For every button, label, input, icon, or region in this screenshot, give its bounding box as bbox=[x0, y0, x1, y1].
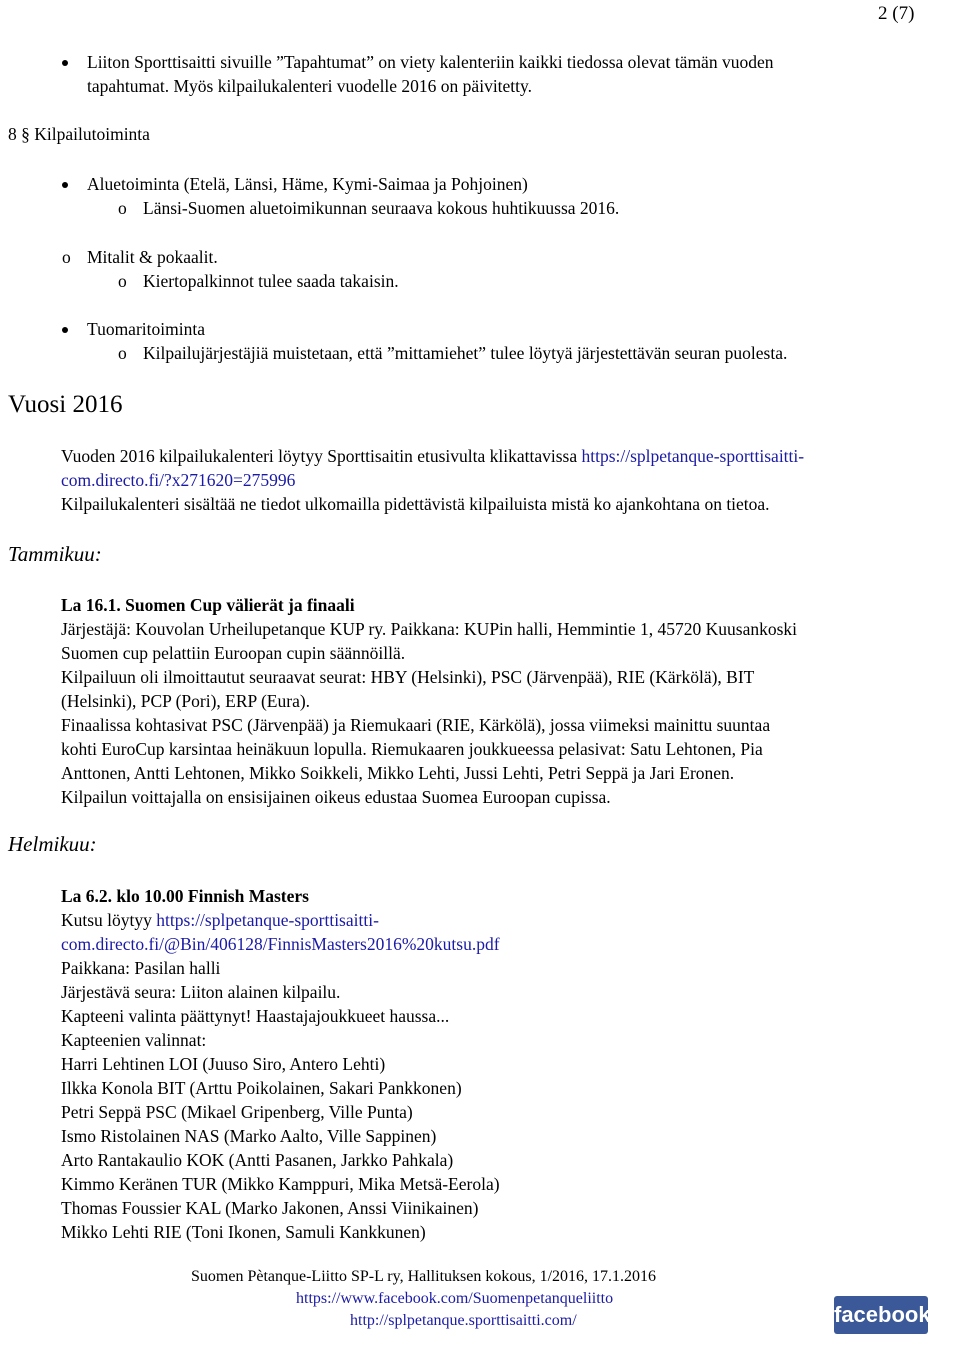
kutsu-label: Kutsu löytyy bbox=[61, 910, 157, 930]
event-title-suomen-cup: La 16.1. Suomen Cup välierät ja finaali bbox=[61, 595, 355, 615]
sub-item-lansi-suomi: o Länsi-Suomen aluetoimikunnan seuraava kokous huhtikuussa 2016. bbox=[143, 196, 619, 220]
text-line: Paikkana: Pasilan halli bbox=[61, 958, 221, 978]
captain-line: Petri Seppä PSC (Mikael Gripenberg, Ville Punta) bbox=[61, 1102, 413, 1122]
heading-vuosi-2016: Vuosi 2016 bbox=[8, 391, 123, 418]
text-line: Anttonen, Antti Lehtonen, Mikko Soikkeli, Mikko Lehti, Jussi Lehti, Petri Seppä ja Jari Eronen. bbox=[61, 763, 735, 783]
kalenteri-link[interactable]: https://splpetanque-sporttisaitti- bbox=[581, 446, 805, 466]
bullet-item-aluetoiminta: Aluetoiminta (Etelä, Länsi, Häme, Kymi-Saimaa ja Pohjoinen) bbox=[87, 174, 528, 194]
captain-line: Kimmo Keränen TUR (Mikko Kamppuri, Mika Metsä-Eerola) bbox=[61, 1174, 500, 1194]
paragraph-ulkomaat: Kilpailukalenteri sisältää ne tiedot ulkomailla pidettävistä kilpailuista mistä ko ajankohtana on tietoa. bbox=[61, 494, 770, 514]
page-number: 2 (7) bbox=[878, 3, 915, 24]
captain-line: Ismo Ristolainen NAS (Marko Aalto, Ville Sappinen) bbox=[61, 1126, 437, 1146]
bullet-item-tapahtumat-cont: tapahtumat. Myös kilpailukalenteri vuodelle 2016 on päivitetty. bbox=[87, 76, 533, 96]
text-line: Kilpailuun oli ilmoittautut seuraavat seurat: HBY (Helsinki), PSC (Järvenpää), RIE (Kärkölä), BIT bbox=[61, 667, 755, 687]
captain-line: Ilkka Konola BIT (Arttu Poikolainen, Sakari Pankkonen) bbox=[61, 1078, 462, 1098]
captain-line: Thomas Foussier KAL (Marko Jakonen, Anssi Viinikainen) bbox=[61, 1198, 479, 1218]
text-line: (Helsinki), PCP (Pori), ERP (Eura). bbox=[61, 691, 311, 711]
text-line: Järjestävä seura: Liiton alainen kilpailu. bbox=[61, 982, 341, 1002]
event-title-finnish-masters: La 6.2. klo 10.00 Finnish Masters bbox=[61, 886, 309, 906]
kutsu-link-cont[interactable]: com.directo.fi/@Bin/406128/FinnisMasters2016%20kutsu.pdf bbox=[61, 934, 500, 954]
text-line: Suomen cup pelattiin Euroopan cupin säännöillä. bbox=[61, 643, 406, 663]
sub-item-mittamiehet: o Kilpailujärjestäjiä muistetaan, että ”mittamiehet” tulee löytyä järjestettävän seuran puolesta. bbox=[143, 341, 787, 365]
sub-item-mitalit: o Mitalit & pokaalit. bbox=[87, 245, 218, 269]
captain-line: Mikko Lehti RIE (Toni Ikonen, Samuli Kankkunen) bbox=[61, 1222, 426, 1242]
text-line: kohti EuroCup karsintaa heinäkuun lopulla. Riemukaaren joukkueessa pelasivat: Satu Lehtonen, Pia bbox=[61, 739, 763, 759]
bullet-item-tuomaritoiminta: Tuomaritoiminta bbox=[87, 319, 205, 339]
paragraph-kilpailukalenteri bbox=[61, 444, 804, 468]
text-line: Kilpailun voittajalla on ensisijainen oikeus edustaa Suomea Euroopan cupissa. bbox=[61, 787, 611, 807]
kutsu-line bbox=[61, 908, 379, 932]
footer-site-link[interactable]: http://splpetanque.sporttisaitti.com/ bbox=[350, 1312, 577, 1329]
heading-tammikuu: Tammikuu: bbox=[8, 542, 102, 566]
footer-meeting-info: Suomen Pètanque-Liitto SP-L ry, Hallituksen kokous, 1/2016, 17.1.2016 bbox=[191, 1268, 657, 1285]
facebook-logo[interactable]: facebook bbox=[834, 1296, 928, 1334]
captain-line: Harri Lehtinen LOI (Juuso Siro, Antero Lehti) bbox=[61, 1054, 386, 1074]
bullet-item-tapahtumat: Liiton Sporttisaitti sivuille ”Tapahtumat” on viety kalenteriin kaikki tiedossa olevat tämän vuoden bbox=[87, 52, 774, 72]
kalenteri-text: Vuoden 2016 kilpailukalenteri löytyy Sporttisaitin etusivulta klikattavissa bbox=[61, 446, 582, 466]
footer-facebook-link[interactable]: https://www.facebook.com/Suomenpetanqueliitto bbox=[296, 1290, 614, 1307]
text-line: Järjestäjä: Kouvolan Urheilupetanque KUP ry. Paikkana: KUPin halli, Hemmintie 1, 45720 Kuusankoski bbox=[61, 619, 798, 639]
heading-helmikuu: Helmikuu: bbox=[8, 832, 97, 856]
captain-line: Arto Rantakaulio KOK (Antti Pasanen, Jarkko Pahkala) bbox=[61, 1150, 454, 1170]
text-line: Kapteeni valinta päättynyt! Haastajajoukkueet haussa... bbox=[61, 1006, 450, 1026]
kutsu-link[interactable]: https://splpetanque-sporttisaitti- bbox=[156, 910, 379, 930]
section-heading-kilpailutoiminta: 8 § Kilpailutoiminta bbox=[8, 124, 150, 144]
sub-item-kiertopalkinnot: o Kiertopalkinnot tulee saada takaisin. bbox=[143, 269, 399, 293]
kalenteri-link-cont[interactable]: com.directo.fi/?x271620=275996 bbox=[61, 470, 296, 490]
text-line: Kapteenien valinnat: bbox=[61, 1030, 207, 1050]
text-line: Finaalissa kohtasivat PSC (Järvenpää) ja Riemukaari (RIE, Kärkölä), jossa viimeksi mainittu suuntaa bbox=[61, 715, 771, 735]
